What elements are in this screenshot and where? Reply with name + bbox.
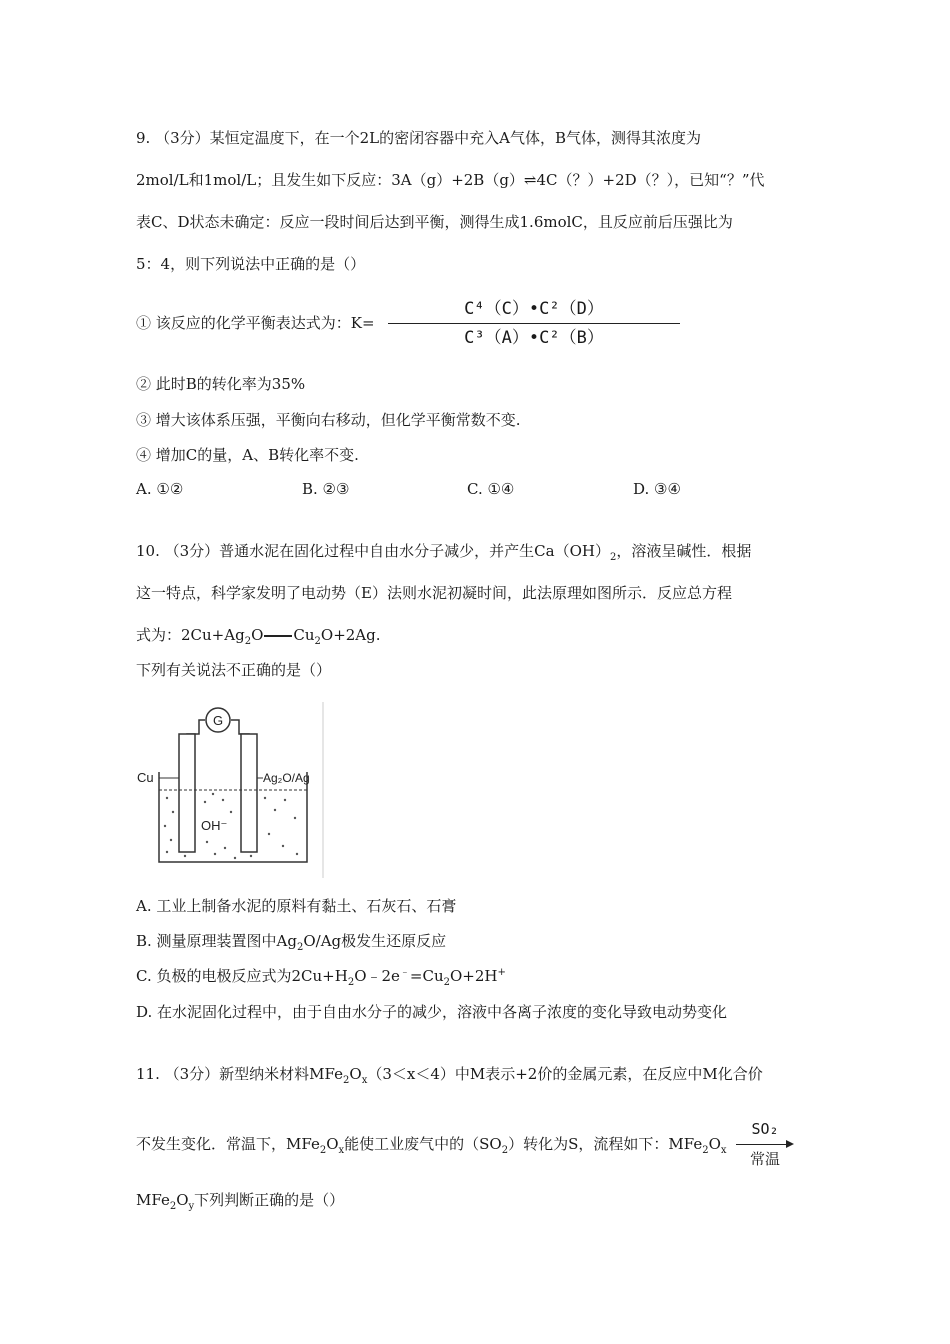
hydroxide-ion-label: OH⁻ bbox=[201, 818, 228, 833]
q10-line4: 下列有关说法不正确的是（） bbox=[136, 661, 332, 679]
arrow-line bbox=[736, 1144, 790, 1145]
galvanometer-label: G bbox=[212, 713, 224, 728]
q10-line3: 式为：$2Cu+Ag_2O$ $Cu_2O+2Ag$. bbox=[136, 626, 381, 647]
arrow-above-label: SO₂ bbox=[751, 1120, 779, 1138]
q9-line1: 9. （3分）某恒定温度下，在一个2L的密闭容器中充入A气体，B气体，测得其浓度为 bbox=[136, 129, 701, 147]
equilibrium-constant-fraction bbox=[388, 296, 680, 351]
left-electrode bbox=[179, 734, 195, 852]
q9-statement-2: ② 此时B的转化率为35% bbox=[136, 375, 306, 393]
cu-label: Cu bbox=[137, 770, 154, 785]
q9-statement-3: ③ 增大该体系压强，平衡向右移动，但化学平衡常数不变. bbox=[136, 411, 521, 429]
q10-option-a: A. 工业上制备水泥的原料有黏土、石灰石、石膏 bbox=[136, 897, 457, 915]
q10-option-c: C. 负极的电极反应式为$2Cu+H_2O﹣2e^﹣=Cu_2O+2H^+$ bbox=[136, 967, 506, 988]
q11-line1: 11. （3分）新型纳米材料$MFe_2O_x(3<x<4)$中M表示+2价的金属元素，在反应中M化合价 bbox=[136, 1065, 763, 1086]
q11-line2: 不发生变化．常温下，$MFe_2O_x$能使工业废气中的$(SO_2)$转化为S，流程如下：$MFe_2O_x$ bbox=[136, 1135, 727, 1156]
q9-option-c: C. ①④ bbox=[467, 480, 515, 498]
yields-sign bbox=[264, 635, 292, 637]
q9-line3: 表C、D状态未确定：反应一段时间后达到平衡，测得生成1.6molC，且反应前后压强比为 bbox=[136, 213, 733, 231]
q11-line3: $MFe_2O_y$下列判断正确的是（） bbox=[136, 1191, 345, 1212]
q9-line2: 2mol/L和1mol/L；且发生如下反应：3A（g）+2B（g）⇌4C（？）+2D（？），已知“？”代 bbox=[136, 171, 765, 189]
arrow-below-label: 常温 bbox=[749, 1150, 780, 1168]
q9-statement-1-label: ① 该反应的化学平衡表达式为：K= bbox=[136, 314, 375, 332]
q10-option-d: D. 在水泥固化过程中，由于自由水分子的减少，溶液中各离子浓度的变化导致电动势变化 bbox=[136, 1003, 728, 1021]
q9-statement-4: ④ 增加C的量，A、B转化率不变. bbox=[136, 446, 359, 464]
fraction-numerator: C⁴（C）•C²（D） bbox=[464, 299, 604, 319]
ag2o-ag-label: Ag₂O/Ag bbox=[263, 771, 310, 785]
q9-option-d: D. ③④ bbox=[633, 480, 681, 498]
right-electrode bbox=[241, 734, 257, 852]
arrow-head-icon bbox=[786, 1140, 794, 1148]
fraction-bar bbox=[388, 323, 680, 324]
q9-option-a: A. ①② bbox=[136, 480, 184, 498]
q9-line4: 5：4，则下列说法中正确的是（） bbox=[136, 255, 366, 273]
electrochemical-cell-diagram bbox=[135, 702, 327, 878]
q10-line1: 10. （3分）普通水泥在固化过程中自由水分子减少，并产生$Ca(OH)_2$，溶液呈碱性．根据 bbox=[136, 542, 752, 563]
fraction-denominator: C³（A）•C²（B） bbox=[464, 328, 604, 348]
q10-line2: 这一特点，科学家发明了电动势（E）法则水泥初凝时间，此法原理如图所示．反应总方程 bbox=[136, 584, 732, 602]
q10-option-b: B. 测量原理装置图中$Ag_2O/Ag$极发生还原反应 bbox=[136, 932, 447, 953]
reaction-arrow bbox=[736, 1120, 794, 1172]
q9-option-b: B. ②③ bbox=[302, 480, 350, 498]
